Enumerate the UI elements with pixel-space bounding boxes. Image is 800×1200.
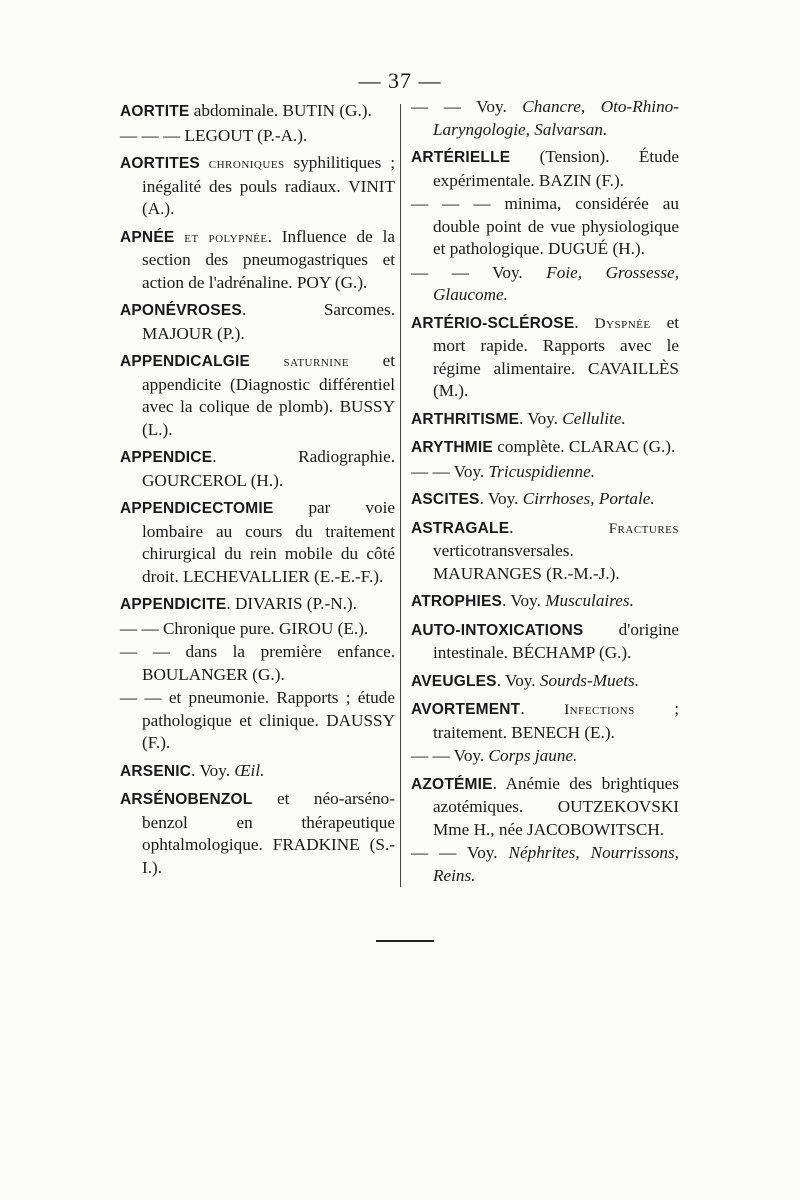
entry-headword: ARTÉRIELLE [411, 149, 511, 166]
entry-text: . Voy. [496, 670, 540, 690]
entry-headword: APPENDICALGIE [120, 353, 251, 370]
page-number: — 37 — [358, 68, 442, 93]
entry-headword: ARSÉNOBENZOL [120, 791, 253, 808]
entry-qualifier: Dyspnée [594, 315, 651, 332]
entry-headword: ARSENIC [120, 762, 192, 780]
index-entry [411, 619, 679, 665]
entry-see-also: Néphrites, Nourrissons, Reins. [433, 843, 679, 885]
entry-headword: AVEUGLES [411, 672, 497, 690]
index-entry [120, 641, 395, 686]
entry-text: . Radiographie. GOURCEROL (H.). [142, 447, 395, 490]
entry-headword: AUTO-INTOXICATIONS [411, 621, 584, 639]
entry-text: complète. CLARAC (G.). [492, 437, 676, 456]
entry-headword: APPENDICE [120, 449, 213, 466]
entry-text: et néo-arséno-benzol en thérapeutique ophtalmologique. FRADKINE (S.-I.). [142, 789, 395, 877]
entry-qualifier: saturnine [250, 354, 350, 370]
index-entry [411, 488, 679, 512]
entry-text: par voie lombaire au cours du traitement chirurgical du rein mobile du côté droit. LECHEVALLIER (E.-E.-F.). [142, 498, 395, 586]
index-entry [411, 436, 679, 460]
entry-headword: ASTRAGALE [411, 519, 510, 537]
entry-see-also: Corps jaune. [488, 746, 578, 765]
entry-text: — — Voy. [411, 746, 489, 765]
index-entry [120, 760, 395, 784]
entry-headword: ARYTHMIE [411, 439, 493, 456]
entry-text: — — Voy. [411, 97, 523, 116]
entry-headword: APONÉVROSES [120, 302, 242, 319]
entry-see-also: Cirrhoses, Portale. [522, 489, 655, 508]
index-entry [411, 408, 679, 432]
entry-text: ; traitement. BENECH (E.). [433, 699, 680, 742]
entry-headword: AORTITES [120, 155, 200, 172]
index-entry [411, 745, 679, 768]
entry-text: — — — minima, considérée au double point de vue physiologique et pathologique. DUGUÉ (H.). [411, 194, 679, 258]
entry-text: — — dans la première enfance. BOULANGER (G.). [120, 642, 395, 684]
entry-text: syphilitiques ; inégalité des pouls radiaux. VINIT (A.). [142, 153, 395, 218]
entry-qualifier: chroniques [199, 156, 285, 172]
entry-qualifier: Infections [564, 702, 635, 718]
entry-headword: APPENDICECTOMIE [120, 500, 274, 517]
index-entry [120, 618, 395, 641]
entry-text: . Sarcomes. MAJOUR (P.). [142, 300, 395, 343]
index-entry [120, 788, 395, 879]
entry-see-also: Cellulite. [562, 408, 626, 428]
entry-see-also: Tricuspidienne. [488, 461, 595, 481]
entry-headword: APNÉE [120, 228, 175, 246]
index-entry [411, 590, 679, 614]
entry-text: (Tension). Étude expérimentale. BAZIN (F.). [433, 147, 679, 190]
index-entry [120, 299, 395, 345]
entry-headword: ASCITES [411, 491, 480, 508]
entry-text: . [509, 517, 609, 537]
index-entry [120, 100, 395, 124]
index-entry [411, 773, 679, 842]
index-entry [411, 842, 679, 887]
index-entry [411, 312, 679, 403]
index-entry [411, 670, 679, 694]
entry-text: — — Chronique pure. GIROU (E.). [120, 618, 369, 638]
entry-headword: AZOTÉMIE [411, 775, 493, 793]
entry-text: et mort rapide. Rapports avec le régime alimentaire. CAVAILLÈS (M.). [433, 312, 679, 400]
entry-see-also: Œil. [234, 760, 265, 780]
index-entry [120, 152, 395, 221]
entry-see-also: Sourds-Muets. [539, 670, 640, 690]
index-entry [120, 125, 395, 148]
index-entry [120, 593, 395, 617]
end-rule [376, 940, 434, 942]
entry-text: verticotransversales. MAURANGES (R.-M.-J.). [433, 541, 620, 583]
index-entry [120, 226, 395, 295]
entry-see-also: Foie, Grossesse, Glaucome. [433, 262, 679, 304]
index-column-right [411, 97, 680, 892]
entry-see-also: Musculaires. [545, 591, 634, 610]
entry-text: . [574, 312, 595, 332]
entry-text: — — Voy. [411, 461, 489, 481]
entry-text: — — Voy. [411, 843, 509, 862]
index-entry [120, 350, 395, 441]
entry-text: . [520, 699, 565, 718]
entry-text: . DIVARIS (P.-N.). [226, 594, 357, 613]
index-entry [411, 461, 679, 484]
index-entry [411, 517, 679, 586]
entry-headword: AORTITE [120, 103, 190, 120]
entry-text: d'origine intestinale. BÉCHAMP (G.). [433, 619, 679, 662]
entry-headword: ARTHRITISME [411, 410, 520, 428]
entry-qualifier: Fractures [608, 520, 679, 537]
index-entry [411, 262, 679, 307]
entry-text: . Voy. [191, 760, 235, 780]
index-entry [411, 146, 679, 192]
index-entry [120, 687, 395, 755]
index-column-left [120, 100, 395, 884]
entry-text: et appendicite (Diagnostic différentiel avec la colique de plomb). BUSSY (L.). [142, 351, 395, 439]
entry-headword: APPENDICITE [120, 596, 227, 613]
index-entry [120, 497, 395, 588]
entry-headword: ARTÉRIO-SCLÉROSE [411, 314, 575, 332]
entry-text: . Influence de la section des pneumogastriques et action de l'adrénaline. POY (G.). [142, 226, 395, 292]
entry-text: . Voy. [502, 591, 546, 610]
entry-text: — — et pneumonie. Rapports ; étude pathologique et clinique. DAUSSY (F.). [120, 688, 395, 752]
entry-text: . Anémie des brightiques azotémiques. OUTZEKOVSKI Mme H., née JACOBOWITSCH. [433, 773, 679, 839]
index-entry [411, 96, 679, 141]
entry-headword: ATROPHIES [411, 593, 503, 610]
entry-headword: AVORTEMENT [411, 701, 521, 718]
index-entry [411, 698, 679, 744]
entry-text: . Voy. [479, 489, 523, 508]
entry-see-also: Chancre, Oto-Rhino-Laryngologie, Salvarsan. [433, 97, 679, 139]
entry-text: — — — LEGOUT (P.-A.). [120, 125, 308, 145]
entry-text: abdominale. BUTIN (G.). [189, 101, 372, 120]
entry-text: — — Voy. [411, 262, 547, 282]
entry-text: . Voy. [519, 408, 563, 428]
column-divider [400, 104, 401, 887]
entry-qualifier: et polypnée [174, 229, 268, 246]
index-entry [411, 193, 679, 261]
index-entry [120, 446, 395, 492]
